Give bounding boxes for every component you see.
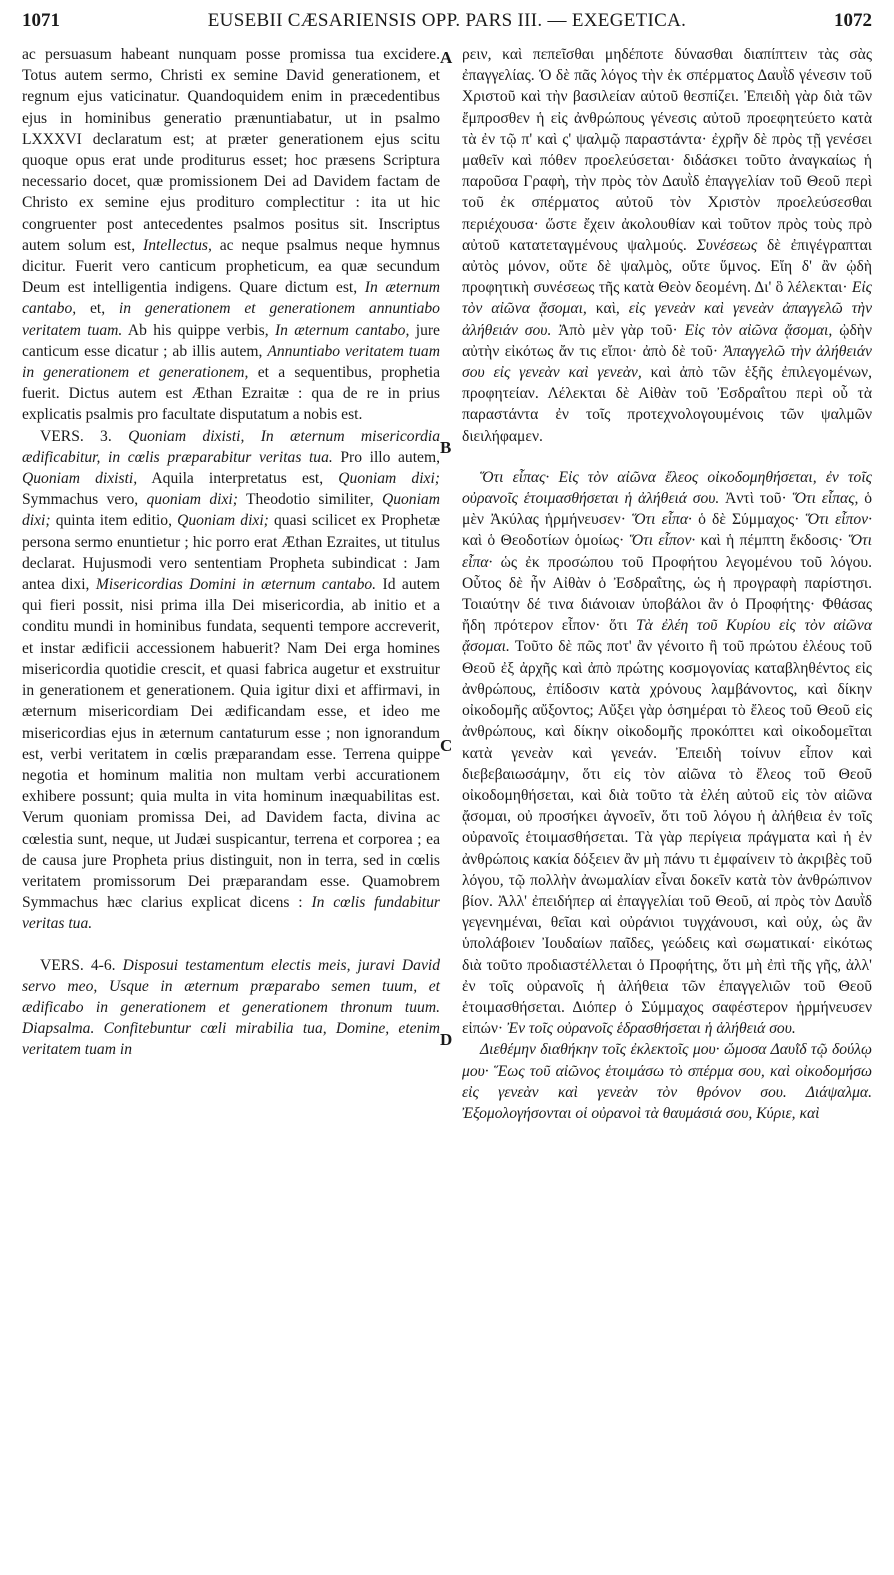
greek-paragraph-2: Ὅτι εἶπας· Εἰς τὸν αἰῶνα ἔλεος οἰκοδομηθήσεται, ἐν τοῖς οὐρανοῖς ἑτοιμασθήσεται ἡ ἀλήθειά σου. Ἀντὶ τοῦ· Ὅτι εἶπας, ὁ μὲν Ἀκύλας ἡρμήνευσεν· Ὅτι εἶπα· ὁ δὲ Σύμμαχος· Ὅτι εἶπον· καὶ ὁ Θεοδοτίων ὁμοίως· Ὅτι εἶπον· καὶ ἡ πέμπτη ἔκδοσις· Ὅτι εἶπα· ὡς ἐκ προσώπου τοῦ Προφήτου λεγομένου τοῦ λόγου. Οὗτος δὲ ἦν Αἰθὰν ὁ Ἐσδραΐτης, ὡς ἡ προγραφὴ παρίστησι. Τοιαύτην δέ τινα διάνοιαν ὑποβάλοι ἂν ὁ Προφήτης· Φθάσας ἤδη πρότερον εἶπον· ὅτι Τὰ ἐλέη τοῦ Κυρίου εἰς τὸν αἰῶνα ᾄσομαι. Τοῦτο δὲ πῶς ποτ' ἂν γένοιτο ἢ τοῦ πρώτου ἐλέους τοῦ Θεοῦ ἐξ ἀρχῆς καὶ ἀπὸ πρώτης κοσμογονίας καταβληθέντος εἰς ἀνθρώπους, ἐπίδοσιν κατὰ χρόνους λαμβάνοντος, καὶ δίκην οἰκοδομῆς αὔξοντος; Αὔξει γὰρ ὁσημέραι τὸ ἔλεος τοῦ Θεοῦ εἰς ἀνθρώπους, καὶ δίκην οἰκοδομῆς προκόπτει καὶ οἰκοδομεῖται κατὰ γενεὰν καὶ γενεάν. Ἐπειδὴ τοίνυν εἶπον καὶ διεβεβαιωσάμην, ὅτι εἰς τὸν αἰῶνα τὸ ἔλεος τοῦ Θεοῦ οἰκοδομηθήσεται, καὶ διὰ τοῦτο τὰ ἐλέη αὐτοῦ εἰς τὸν αἰῶνα ᾄσομαι, οὐ προσήκει ἀγνοεῖν, ὅτι τοῦ λόγου ἡ ἀλήθεια ἐν τοῖς οὐρανοῖς ἑτοιμασθήσεται. Τὰ γὰρ περίγεια πράγματα καὶ ἡ ἐν ἀνθρώποις κακία δόξειεν ἂν μὴ πάνυ τι ἐμφαίνειν τὸ ἀκριβὲς τοῦ λόγου, τῷ πολλὴν ἀνωμαλίαν εἶναι δοκεῖν κατὰ τὸν ἀνθρώπινον βίον. Ἀλλ' ἐπειδήπερ αἱ ἐπαγγελίαι τοῦ Θεοῦ, αἱ πρὸς τὸν Δαυῒδ γεγενημέναι, θεῖαι καὶ οὐράνιοι τυγχάνουσι, καὶ οὐχ, ὡς ἂν ὑπολάβοιεν Ἰουδαίων παῖδες, γεώδεις καὶ σωματικαί· εἰκότως διὰ τοῦτο προδιαστέλλεται ὁ Προφήτης, ὅτι μὴ ἐπὶ τῆς γῆς, ἀλλ' ἐν τοῖς οὐρανοῖς ἡ ἀλήθεια τῶν ἐπαγγελιῶν τοῦ Θεοῦ ἑτοιμασθήσεται. Διόπερ ὁ Σύμμαχος σαφέστερον ἡρμήνευσεν εἰπών· Ἐν τοῖς οὐρανοῖς ἑδρασθήσεται ἡ ἀλήθειά σου. [462, 468, 873, 1038]
latin-paragraph-2: VERS. 3. Quoniam dixisti, In æternum misericordia ædificabitur, in cœlis præparabitur veritas tua. Pro illo autem, Quoniam dixisti, Aquila interpretatus est, Quoniam dixi; Symmachus vero, quoniam dixi; Theodotio similiter, Quoniam dixi; quinta item editio, Quoniam dixi; quasi scilicet ex Prophetæ persona sermo enuntietur ; hic porro erat Æthan Ezraites, ut titulus declarat. Hujusmodi vero sententiam Propheta subindicat : Jam antea dixi, Misericordias Domini in æternum cantabo. Id autem qui fieri possit, nisi prima illa Dei misericordia, ab initio et a conditu mundi in hominibus fundata, sequenti tempore accreverit, et instar ædificii accessionem habuerit? Nam Dei erga homines misericordia quotidie crescit, et quasi fabrica augetur et exstruitur in generationem et generationem. Quia igitur dixi et affirmavi, in æternum misericordiam Dei ædificandam esse, et ideo me misericordias ejus in æternum cantaturum esse ; non ignorandum est, verbi veritatem in cœlis præparandam esse. Terrena quippe negotia et hominum malitia non multam verbi accurationem exhibere possunt; quia multa in vita hominum inæquabilitas est. Verum quoniam promissa Dei, ad Davidem facta, divina ac cœlestia sunt, neque, ut Judæi suspicantur, terrena et corporea ; ea de causa jure Propheta prius distinguit, non in terra, sed in cœlis veritatem promissorum Dei præparandam esse. Quamobrem Symmachus hæc clarius explicat dicens : In cœlis fundabitur veritas tua. [22, 427, 441, 933]
latin-column [22, 44, 440, 1061]
margin-marker-c: C [440, 736, 453, 755]
page-number-left: 1071 [22, 10, 60, 31]
latin-paragraph-1: ac persuasum habeant nunquam posse promissa tua excidere. Totus autem sermo, Christi ex semine David generationem, et regnum ejus vaticinatur. Quandoquidem enim in præcedentibus ejus in hominibus generatio prænuntiabatur, ut in psalmo LXXXVI declaratum est; at præter generationem ejus scitu quoque opus erat unde proditurus esset; hoc præsens Scriptura necessario docet, quæ promissionem Dei ad Davidem factam de Christo ex semine ejus prodituro complectitur : ita ut hic congruenter post antecedentes psalmos positus sit. Inscriptus autem solum est, Intellectus, ac neque psalmus neque hymnus dicitur. Fuerit vero canticum propheticum, ea quæ secundum Deum est intelligentia indigens. Quare dictum est, In æternum cantabo, et, in generationem et generationem annuntiabo veritatem tuam. Ab his quippe verbis, In æternum cantabo, jure canticum esse dicatur ; ab illis autem, Annuntiabo veritatem tuam in generationem et generationem, et a sequentibus, prophetia fuerit. Dictus autem est Æthan Ezraitæ : qua de re in prius explicatis psalmis pro facultate disputatum a nobis est. [22, 46, 441, 424]
margin-marker-b: B [440, 438, 452, 457]
margin-marker-d: D [440, 1030, 453, 1049]
greek-paragraph-3: Διεθέμην διαθήκην τοῖς ἐκλεκτοῖς μου· ὤμοσα Δαυῒδ τῷ δούλῳ μου· Ἕως τοῦ αἰῶνος ἑτοιμάσω τὸ σπέρμα σου, καὶ οἰκοδομήσω εἰς γενεὰν καὶ γενεὰν τὸν θρόνον σου. Διάψαλμα. Ἐξομολογήσονται οἱ οὐρανοὶ τὰ θαυμάσιά σου, Κύριε, καὶ [462, 1041, 872, 1122]
page-header [22, 10, 872, 40]
greek-paragraph-1: ρειν, καὶ πεπεῖσθαι μηδέποτε δύνασθαι διαπίπτειν τὰς σὰς ἐπαγγελίας. Ὁ δὲ πᾶς λόγος τὴν ἐκ σπέρματος Δαυῒδ γένεσιν τοῦ Χριστοῦ καὶ τὴν βασιλείαν αὐτοῦ θεσπίζει. Ἐπειδὴ γὰρ διὰ τῶν ἔμπροσθεν ἡ εἰς ἀνθρώπους γένεσις αὐτοῦ προεφητεύετο κατὰ τὰ ἐν τῷ π' καὶ ς' ψαλμῷ παραστάντα· ἐχρῆν δὲ πρὸς τῇ γενέσει μαθεῖν καὶ πόθεν προελεύσεται· διδάσκει τοῦτο ἀναγκαίως ἡ παροῦσα Γραφὴ, τὴν πρὸς τὸν Δαυῒδ ἐπαγγελίαν τοῦ Θεοῦ περὶ τοῦ ἐκ σπέρματος αὐτοῦ τὸν Χριστὸν προελεύσεσθαι περιέχουσα· ὥστε ἔχειν ἀκολουθίαν καὶ τοῦτον πρὸς τοὺς πρὸ αὐτοῦ κατατεταγμένους ψαλμούς. Συνέσεως δὲ ἐπιγέγραπται αὐτὸς μόνον, οὔτε δὲ ψαλμὸς, οὔτε ὕμνος. Εἴη δ' ἂν ᾠδὴ προφητικὴ συνέσεως τῆς κατὰ Θεὸν δεομένη. Δι' ὃ λέλεκται· Εἰς τὸν αἰῶνα ᾄσομαι, καὶ, εἰς γενεὰν καὶ γενεὰν ἀπαγγελῶ τὴν ἀλήθειάν σου. Ἀπὸ μὲν γὰρ τοῦ· Εἰς τὸν αἰῶνα ᾄσομαι, ᾠδὴν αὐτὴν εἰκότως ἄν τις εἴποι· ἀπὸ δὲ τοῦ· Ἀπαγγελῶ τὴν ἀλήθειάν σου εἰς γενεὰν καὶ γενεὰν, καὶ ἀπὸ τῶν ἑξῆς ἐπιλεγομένων, προφητείαν. Λέλεκται δὲ Αἰθὰν τοῦ Ἐσδραΐτου περὶ οὗ τὰ παραστάντα ἐν τοῖς προτεχνολογουμένοις τῶν ψαλμῶν διειλήφαμεν. [462, 46, 873, 445]
running-title: EUSEBII CÆSARIENSIS OPP. PARS III. — EXEGETICA. [207, 10, 687, 31]
margin-marker-a: A [440, 48, 453, 67]
latin-paragraph-3: VERS. 4-6. Disposui testamentum electis meis, juravi David servo meo, Usque in æternum præparabo semen tuum, et ædificabo in generationem et generationem thronum tuum. Diapsalma. Confitebuntur cœli mirabilia tua, Domine, etenim veritatem tuam in [22, 956, 440, 1059]
greek-column [462, 44, 872, 1124]
page-number-right: 1072 [834, 10, 872, 31]
